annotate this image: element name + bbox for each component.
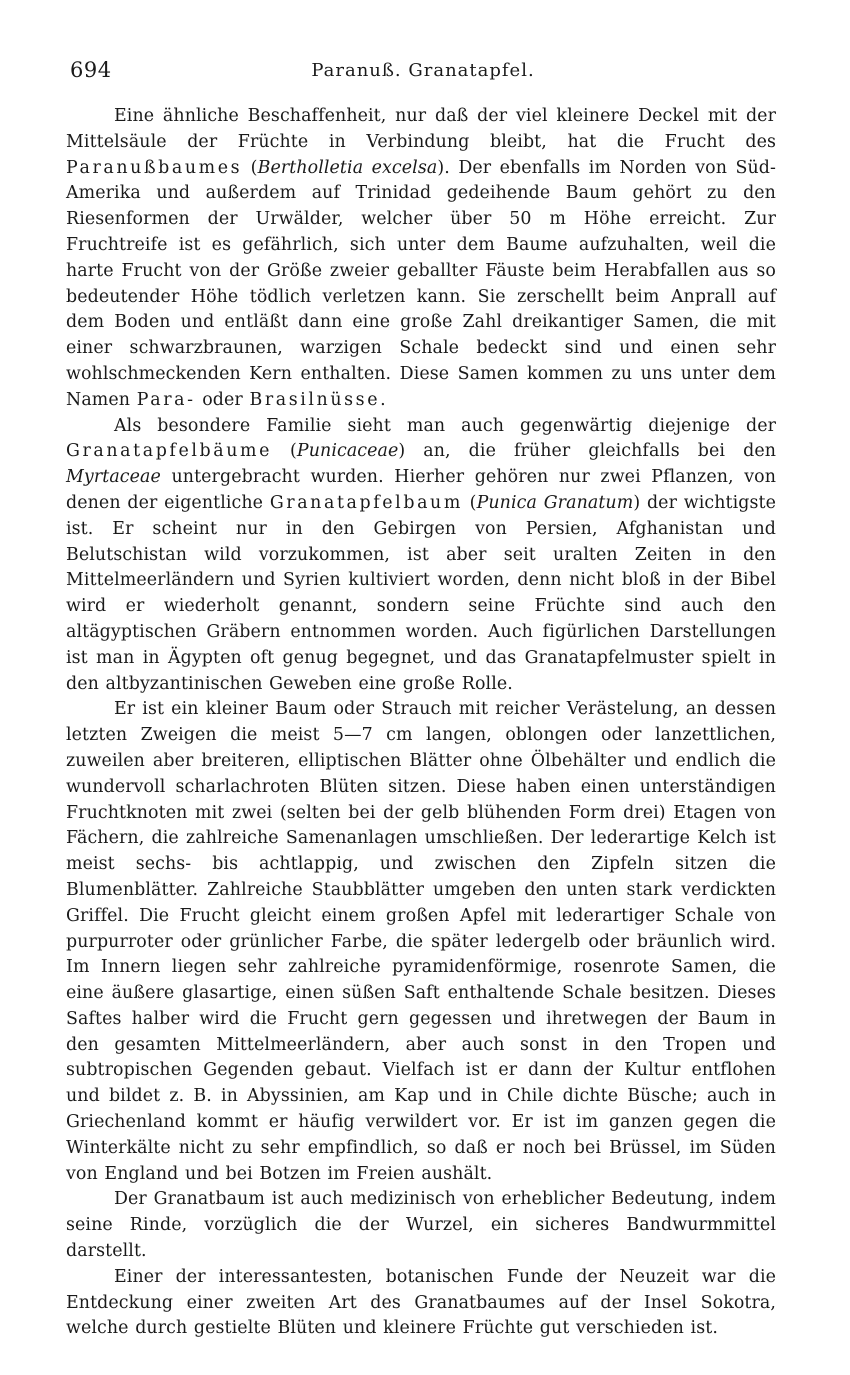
text-run: Als besondere Familie sieht man auch gegenwärtig diejenige der [114, 415, 776, 436]
spaced-term: Brasilnüsse [249, 389, 381, 410]
paragraph-sokotra [66, 1265, 776, 1342]
text-run: untergebracht wurden. Hierher gehören nur zwei Pflanzen, von denen der eigentliche [66, 467, 776, 513]
spaced-term: Granatapfelbaum [269, 492, 463, 513]
paragraph-beschreibung [66, 697, 776, 1187]
latin-name: Punica Granatum [476, 492, 634, 513]
text-run: ( [242, 157, 258, 178]
body-text [66, 104, 776, 1342]
text-run: ( [462, 492, 477, 513]
latin-name: Bertholletia excelsa [257, 157, 438, 178]
text-run: Er ist ein kleiner Baum oder Strauch mit reicher Verästelung, an dessen letzten Zweigen die meist 5—7 cm langen, oblongen oder lanzettlichen, zuweilen aber breiteren, elliptischen Blätter ohne Ölbehälter und endlich die wundervoll scharlachroten Blüten sitzen. Diese haben einen unterständigen Fruchtknoten mit zwei (selten bei der gelb blühenden Form drei) Etagen von Fächern, die zahlreiche Samenanlagen umschließen. Der lederartige Kelch ist meist sechs- bis achtlappig, und zwischen den Zipfeln sitzen die Blumenblätter. Zahlreiche Staubblätter umgeben den unten stark verdickten Griffel. Die Frucht gleicht einem großen Apfel mit lederartiger Schale von purpurroter oder grünlicher Farbe, die später ledergelb oder bräunlich wird. Im Innern liegen sehr zahlreiche pyramidenförmige, rosenrote Samen, die eine äußere glasartige, einen süßen Saft enthaltende Schale besitzen. Dieses Saftes halber wird die Frucht gern gegessen und ihretwegen der Baum in den gesamten Mittelmeerländern, aber auch sonst in den Tropen und subtropischen Gegenden gebaut. Vielfach ist er dann der Kultur entflohen und bildet z. B. in Abyssinien, am Kap und in Chile dichte Büsche; auch in Griechenland kommt er häufig verwildert vor. Er ist im ganzen gegen die Winterkälte nicht zu sehr empfindlich, so daß er noch bei Brüssel, im Süden von England und bei Botzen im Freien aushält. [66, 699, 776, 1184]
paragraph-medizin [66, 1187, 776, 1264]
latin-name: Myrtaceae [66, 467, 161, 488]
running-head [70, 58, 776, 88]
text-run: ) der wichtigste ist. Er scheint nur in den Gebirgen von Persien, Afghanistan und Belutschistan wild vorzukommen, ist aber seit uralten Zeiten in den Mittelmeerländern und Syrien kultiviert worden, denn nicht bloß in der Bibel wird er wiederholt genannt, sondern seine Früchte sind auch den altägyptischen Gräbern entnommen worden. Auch figürlichen Darstellungen ist man in Ägypten oft genug begegnet, und das Granatapfelmuster spielt in den altbyzantinischen Geweben eine große Rolle. [66, 492, 777, 694]
spaced-term: Para- [136, 389, 196, 410]
text-run: . [380, 389, 386, 410]
latin-name: Punicaceae [296, 441, 399, 462]
page-number: 694 [70, 58, 112, 82]
paragraph-granatapfel-familie [66, 414, 776, 698]
text-run: ( [272, 441, 297, 462]
text-run: Einer der interessantesten, botanischen Funde der Neuzeit war die Entdeckung einer zweiten Art des Granatbaumes auf der Insel Sokotra, welche durch gestielte Blüten und kleinere Früchte gut verschieden ist. [66, 1266, 776, 1339]
text-run: ) an, die früher gleichfalls bei den [398, 441, 777, 462]
text-run: ). Der ebenfalls im Norden von Süd-Amerika und außerdem auf Trinidad gedeihende Baum gehört zu den Riesenformen der Urwälder, welcher über 50 m Höhe erreicht. Zur Fruchtreife ist es gefährlich, sich unter dem Baume aufzuhalten, weil die harte Frucht von der Größe zweier geballter Fäuste beim Herabfallen aus so bedeutender Höhe tödlich verletzen kann. Sie zerschellt beim Anprall auf dem Boden und entläßt dann eine große Zahl dreikantiger Samen, die mit einer schwarzbraunen, warzigen Schale bedeckt sind und einen sehr wohlschmeckenden Kern enthalten. Diese Samen kommen zu uns unter dem Namen [66, 157, 777, 410]
spaced-term: Granatapfelbäume [66, 441, 273, 462]
paragraph-paranuss [66, 104, 776, 414]
running-title: Paranuß. Granatapfel. [311, 60, 535, 81]
text-run: oder [195, 389, 250, 410]
spaced-term: Paranußbaumes [66, 157, 243, 178]
text-run: Der Granatbaum ist auch medizinisch von erheblicher Bedeutung, indem seine Rinde, vorzüglich die der Wurzel, ein sicheres Bandwurmmittel darstellt. [66, 1189, 776, 1262]
text-run: Eine ähnliche Beschaffenheit, nur daß der viel kleinere Deckel mit der Mittelsäule der Früchte in Verbindung bleibt, hat die Frucht des [66, 106, 776, 152]
